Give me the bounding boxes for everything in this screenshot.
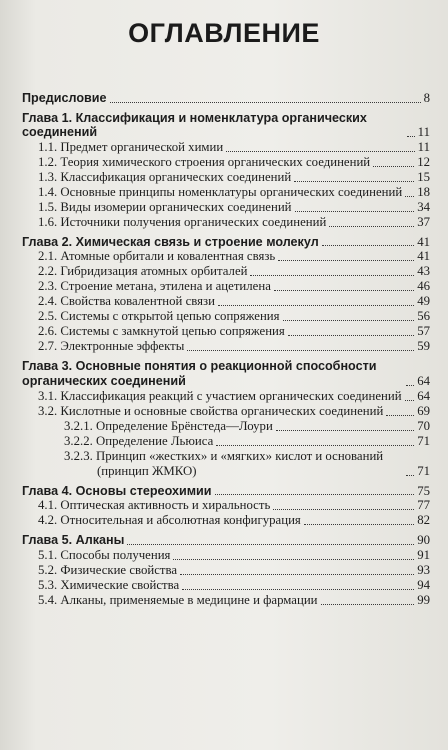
toc-section-entry [22,294,430,309]
toc-entry-title: 2.1. Атомные орбитали и ковалентная связь [38,249,276,264]
dot-leader [295,211,415,212]
toc-entry-title: Глава 1. Классификация и номенклатура органических соединений [22,110,367,140]
dot-leader [273,509,414,510]
toc-page-number: 71 [417,433,430,448]
dot-leader [218,305,414,306]
toc-entry-title: 4.1. Оптическая активность и хиральность [38,498,271,513]
toc-section-entry [22,170,430,185]
toc-page-number: 15 [417,169,430,184]
toc-entry-title: 5.1. Способы получения [38,547,171,562]
toc-page-number: 71 [417,463,430,478]
toc-page-number: 41 [417,234,430,249]
toc-section-entry [22,279,430,294]
dot-leader [110,102,421,103]
toc-page-number: 49 [417,294,430,309]
dot-leader [180,574,414,575]
toc-page-number: 64 [417,388,430,403]
toc-section-entry [22,434,430,449]
toc-entry-title: 5.3. Химические свойства [38,577,180,592]
toc-page-number: 94 [417,577,430,592]
toc-entry-title: 3.2.1. Определение Брёнстеда—Лоури [64,418,273,433]
dot-leader [187,350,414,351]
dot-leader [127,544,414,545]
table-of-contents [22,91,430,608]
dot-leader [405,400,415,401]
toc-page-number: 77 [417,498,430,513]
dot-leader [283,320,415,321]
toc-entry-title: 2.6. Системы с замкнутой цепью сопряжения [38,324,285,339]
toc-chapter-entry [22,111,430,140]
toc-section-entry [22,264,430,279]
toc-entry-title: Глава 2. Химическая связь и строение молекул [22,234,319,249]
toc-entry-title: Предисловие [22,91,107,105]
toc-entry-title: 1.3. Классификация органических соединений [38,169,292,184]
dot-leader [304,524,414,525]
toc-entry-title: 2.5. Системы с открытой цепью сопряжения [38,309,280,324]
toc-page-number: 11 [417,125,430,140]
toc-page-number: 12 [417,154,430,169]
dot-leader [226,151,414,152]
toc-entry-title: 5.4. Алканы, применяемые в медицине и фармации [38,592,318,607]
toc-section-entry [22,548,430,563]
dot-leader [215,494,415,495]
toc-chapter-entry [22,484,430,499]
toc-page-number: 91 [417,547,430,562]
dot-leader [182,589,414,590]
toc-entry-title: 3.1. Классификация реакций с участием органических соединений [38,388,402,403]
dot-leader [288,335,414,336]
toc-page-number: 41 [417,249,430,264]
toc-page-number: 59 [417,339,430,354]
toc-page-number: 57 [417,324,430,339]
toc-page-number: 75 [417,483,430,498]
toc-entry-title: 2.2. Гибридизация атомных орбиталей [38,264,248,279]
dot-leader [406,475,414,476]
toc-entry-title: 1.5. Виды изомерии органических соединений [38,199,292,214]
toc-section-entry [22,200,430,215]
dot-leader [274,290,414,291]
toc-page-number: 70 [417,418,430,433]
toc-page-number: 46 [417,279,430,294]
toc-entry-title: 1.4. Основные принципы номенклатуры органических соединений [38,184,403,199]
toc-page-number: 43 [417,264,430,279]
dot-leader [405,196,414,197]
toc-entry-title: Глава 5. Алканы [22,533,125,548]
toc-page-number: 56 [417,309,430,324]
toc-page-number: 34 [417,199,430,214]
toc-section-entry [22,389,430,404]
toc-entry-title: 3.2. Кислотные и основные свойства органических соединений [38,403,384,418]
dot-leader [294,181,414,182]
dot-leader [406,385,414,386]
toc-section-entry [22,449,430,479]
page-title: ОГЛАВЛЕНИЕ [128,18,320,48]
toc-entry-title: Глава 3. Основные понятия о реакционной способности органических соединений [22,359,377,388]
toc-entry-title: 1.1. Предмет органической химии [38,139,224,154]
toc-section-entry [22,498,430,513]
dot-leader [322,245,415,246]
dot-leader [276,430,414,431]
toc-section-entry [22,578,430,593]
toc-section-entry [22,215,430,230]
toc-section-entry [22,140,430,155]
toc-section-entry [22,249,430,264]
dot-leader [216,445,414,446]
toc-chapter-entry [22,359,430,388]
toc-section-entry [22,309,430,324]
toc-section-entry [22,339,430,354]
toc-entry-title: 2.3. Строение метана, этилена и ацетилена [38,279,271,294]
toc-page-number: 93 [417,562,430,577]
toc-section-entry [22,419,430,434]
toc-section-entry [22,593,430,608]
toc-entry-title: 4.2. Относительная и абсолютная конфигурация [38,513,301,528]
toc-entry-title: 5.2. Физические свойства [38,562,178,577]
toc-page-number: 90 [417,533,430,548]
toc-page-number: 37 [417,214,430,229]
toc-page-number: 11 [417,139,430,154]
toc-page-number: 8 [423,91,430,105]
toc-section-entry [22,513,430,528]
toc-page-number: 18 [417,184,430,199]
toc-chapter-entry [22,235,430,250]
toc-section-entry [22,185,430,200]
dot-leader [278,260,414,261]
dot-leader [407,136,415,137]
dot-leader [321,604,415,605]
dot-leader [250,275,414,276]
dot-leader [329,226,414,227]
toc-page-number: 64 [417,373,430,388]
toc-entry-title: 2.7. Электронные эффекты [38,339,185,354]
toc-section-entry [22,404,430,419]
toc-page-number: 99 [417,592,430,607]
toc-entry-title: 2.4. Свойства ковалентной связи [38,294,215,309]
toc-entry-title: Глава 4. Основы стереохимии [22,483,212,498]
toc-entry-title: 1.2. Теория химического строения органических соединений [38,154,371,169]
toc-entry-title: 3.2.2. Определение Льюиса [64,433,214,448]
toc-chapter-entry [22,91,430,106]
toc-entry-title: 1.6. Источники получения органических соединений [38,214,327,229]
dot-leader [173,559,414,560]
toc-entry-title: 3.2.3. Принцип «жестких» и «мягких» кислот и оснований (принцип ЖМКО) [64,448,384,478]
toc-chapter-entry [22,533,430,548]
toc-page-number: 82 [417,513,430,528]
dot-leader [386,415,414,416]
toc-section-entry [22,155,430,170]
toc-section-entry [22,324,430,339]
dot-leader [373,166,414,167]
toc-section-entry [22,563,430,578]
toc-page-number: 69 [417,403,430,418]
